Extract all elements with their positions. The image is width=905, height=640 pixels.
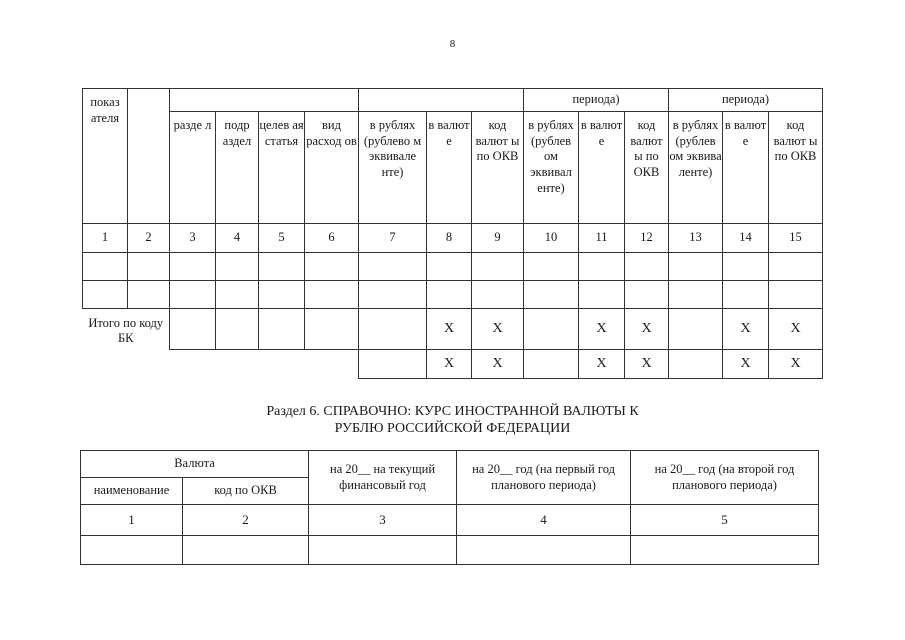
x-mark: X — [769, 350, 823, 379]
currency-header: Валюта — [81, 451, 309, 478]
col-number: 11 — [579, 224, 625, 253]
empty-row — [81, 536, 819, 565]
header-period1: периода) — [524, 89, 669, 112]
x-mark: X — [723, 309, 769, 350]
total-label: Итого по коду БК — [88, 315, 164, 346]
col-number: 4 — [457, 505, 631, 536]
x-mark: X — [472, 309, 524, 350]
subheader-rub-3: в рублях (рублев ом эквива ленте) — [669, 112, 723, 224]
subheader-expense-type: вид расход ов — [305, 112, 359, 224]
col-number: 1 — [81, 505, 183, 536]
subheader-currency-3: в валют е — [723, 112, 769, 224]
current-year-header: на 20__ на текущий финансовый год — [309, 451, 457, 505]
col-number: 5 — [259, 224, 305, 253]
header-indicator: показ ателя — [83, 89, 128, 224]
col-number: 15 — [769, 224, 823, 253]
col-number: 7 — [359, 224, 427, 253]
col-number: 2 — [183, 505, 309, 536]
expenses-table — [82, 88, 823, 379]
subheader-target-article: целев ая статья — [259, 112, 305, 224]
col-number: 1 — [83, 224, 128, 253]
subheader-okv-1: код валют ы по ОКВ — [472, 112, 524, 224]
subheader-currency-1: в валют е — [427, 112, 472, 224]
col-number: 9 — [472, 224, 524, 253]
col-number: 8 — [427, 224, 472, 253]
empty-row — [83, 253, 823, 281]
x-mark: X — [769, 309, 823, 350]
header-current-group — [359, 89, 524, 112]
x-mark: X — [625, 309, 669, 350]
header-period2: периода) — [669, 89, 823, 112]
col-number: 6 — [305, 224, 359, 253]
col-number: 13 — [669, 224, 723, 253]
page-number: 8 — [449, 38, 456, 50]
column-number-row — [83, 224, 823, 253]
subheader-podrazdel: подр аздел — [216, 112, 259, 224]
column-number-row — [81, 505, 819, 536]
x-mark: X — [625, 350, 669, 379]
col-number: 5 — [631, 505, 819, 536]
total-row — [83, 309, 823, 350]
x-mark: X — [723, 350, 769, 379]
x-mark: X — [472, 350, 524, 379]
subheader-rub-2: в рублях (рублев ом эквивал енте) — [524, 112, 579, 224]
subheader-okv-3: код валют ы по ОКВ — [769, 112, 823, 224]
first-plan-year-header: на 20__ год (на первый год планового периода) — [457, 451, 631, 505]
total-row-2 — [83, 350, 823, 379]
col-number: 12 — [625, 224, 669, 253]
subheader-okv-2: код валют ы по ОКВ — [625, 112, 669, 224]
empty-row — [83, 281, 823, 309]
subheader-razdel: разде л — [170, 112, 216, 224]
x-mark: X — [579, 309, 625, 350]
col-number: 14 — [723, 224, 769, 253]
okv-code-header: код по ОКВ — [183, 478, 309, 505]
col-number: 2 — [128, 224, 170, 253]
x-mark: X — [427, 350, 472, 379]
section-6-title — [0, 403, 905, 437]
col-number: 10 — [524, 224, 579, 253]
second-plan-year-header: на 20__ год (на второй год планового периода) — [631, 451, 819, 505]
name-header: наименование — [81, 478, 183, 505]
col-number: 4 — [216, 224, 259, 253]
section-6-title-text: Раздел 6. СПРАВОЧНО: КУРС ИНОСТРАННОЙ ВАЛЮТЫ К РУБЛЮ РОССИЙСКОЙ ФЕДЕРАЦИИ — [266, 404, 639, 436]
x-mark: X — [579, 350, 625, 379]
col-number: 3 — [170, 224, 216, 253]
col-number: 3 — [309, 505, 457, 536]
subheader-currency-2: в валют е — [579, 112, 625, 224]
x-mark: X — [427, 309, 472, 350]
header-col2 — [128, 89, 170, 224]
subheader-rub-1: в рублях (рублево м эквивале нте) — [359, 112, 427, 224]
exchange-rate-table — [80, 450, 819, 565]
header-bk-group — [170, 89, 359, 112]
